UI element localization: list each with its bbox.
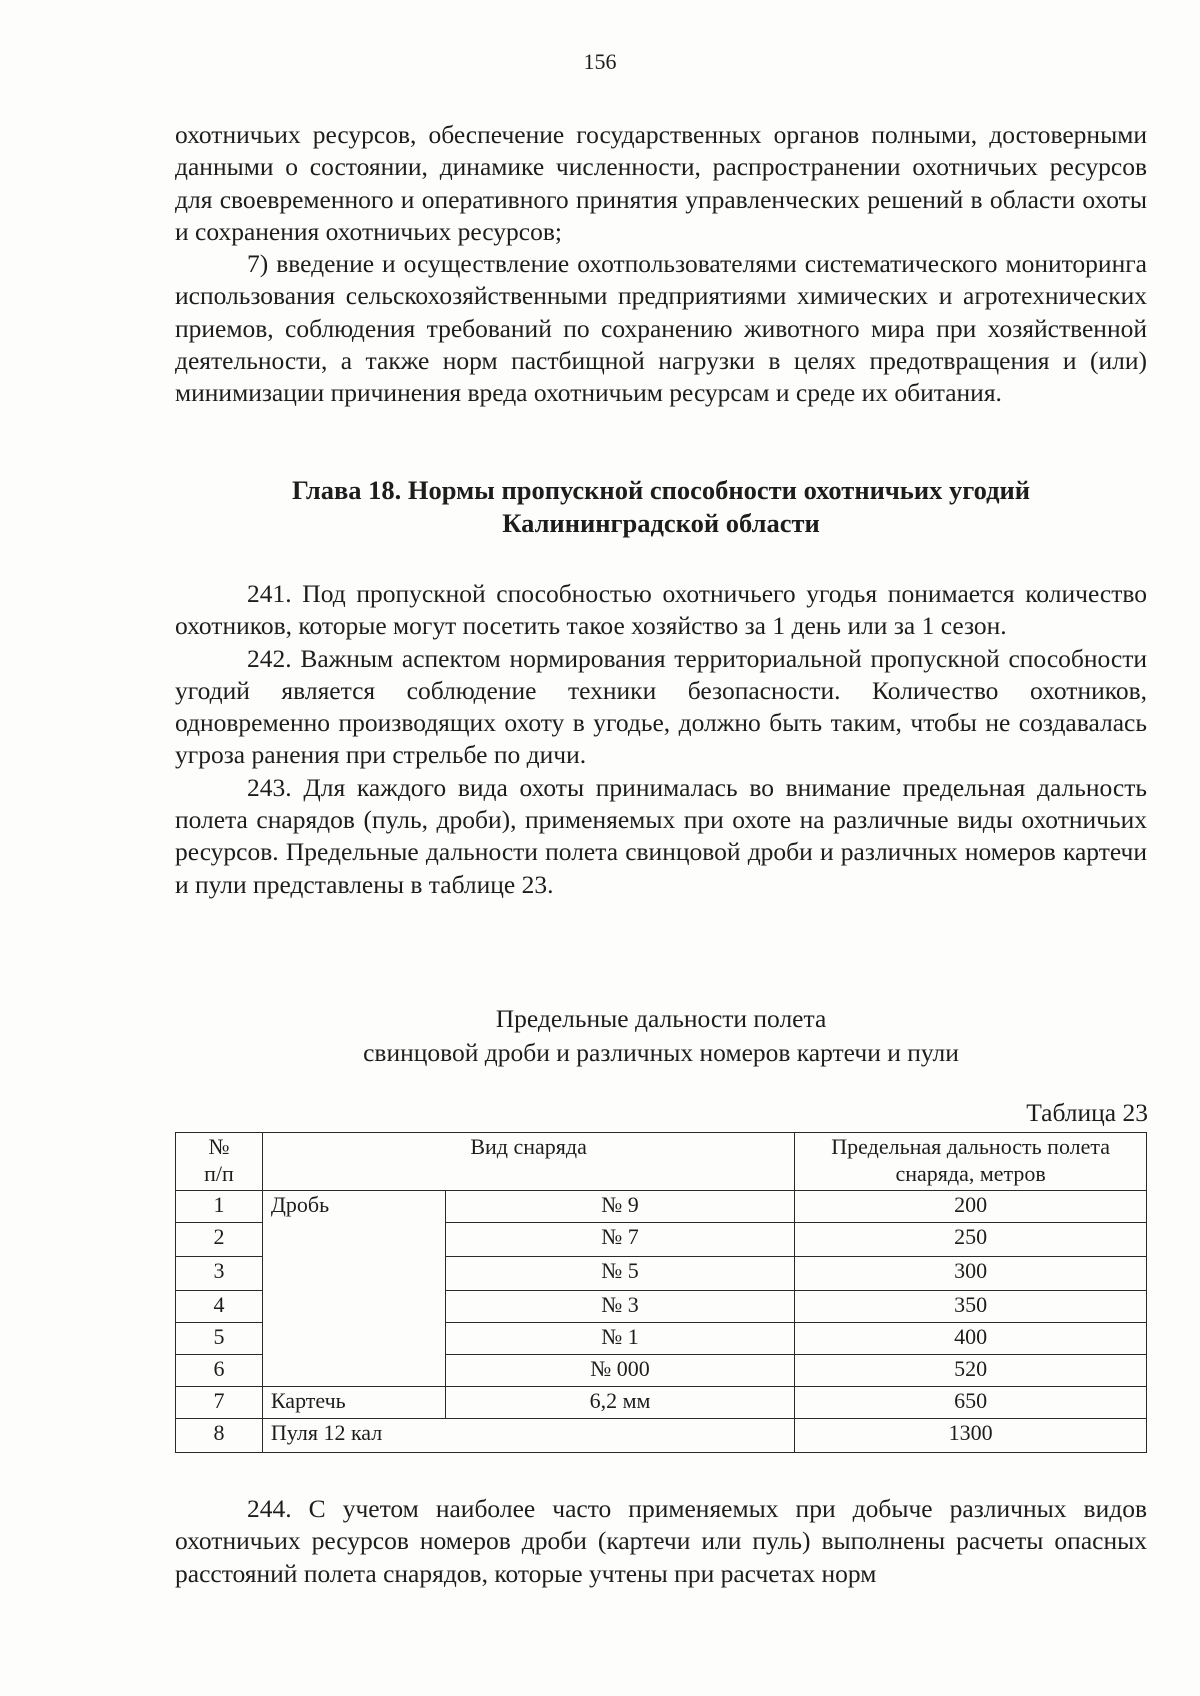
cell-range: 520 [795,1355,1147,1387]
table-row [176,1387,1147,1419]
header-range-line1: Предельная дальность полета [831,1134,1111,1159]
cell-num: 8 [176,1419,263,1453]
cell-size: № 7 [445,1223,795,1257]
cell-num: 7 [176,1387,263,1419]
page-number: 156 [583,49,617,74]
cell-range: 1300 [795,1419,1147,1453]
cell-num: 3 [176,1257,263,1291]
table-label: Таблица 23 [1026,1098,1148,1127]
cell-kind: Пуля 12 кал [262,1419,794,1453]
paragraph-243: 243. Для каждого вида охоты принималась во внимание предельная дальность полета снарядов (пуль, дроби), применяемых при охоте на различные виды охотничьих ресурсов. Предельные дальности полета свинцовой дроби и различных номеров картечи и пули представлены в таблице 23. [175,772,1147,899]
text-block-intro [175,119,1147,410]
table-row [176,1191,1147,1223]
table-title [175,1002,1147,1070]
header-num [176,1133,263,1191]
cell-size: № 3 [445,1291,795,1323]
paragraph: охотничьих ресурсов, обеспечение государственных органов полными, достоверными данными о состоянии, динамике численности, распространении охотничьих ресурсов для своевременного и оперативного принятия управленческих решений в области охоты и сохранения охотничьих ресурсов; [175,120,1147,246]
table-row [176,1419,1147,1453]
cell-num: 4 [176,1291,263,1323]
header-range [795,1133,1147,1191]
cell-num: 6 [176,1355,263,1387]
cell-range: 200 [795,1191,1147,1223]
cell-kind: Картечь [262,1387,445,1419]
chapter-heading-line1: Глава 18. Нормы пропускной способности охотничьих угодий [291,475,1031,505]
table-header-row [176,1133,1147,1191]
cell-size: № 000 [445,1355,795,1387]
chapter-heading-line2: Калининградской области [502,508,820,538]
text-block-chapter [175,578,1147,901]
header-num-line1: № [208,1134,230,1159]
paragraph: 7) введение и осуществление охотпользователями систематического мониторинга использования сельскохозяйственными предприятиями химических и агротехнических приемов, соблюдения требований по сохранению животного мира при хозяйственной деятельности, а также норм пастбищной нагрузки в целях предотвращения и (или) минимизации причинения вреда охотничьим ресурсам и среде их обитания. [175,249,1147,408]
cell-range: 650 [795,1387,1147,1419]
cell-num: 1 [176,1191,263,1223]
range-table [175,1132,1147,1453]
paragraph-241: 241. Под пропускной способностью охотничьего угодья понимается количество охотников, которые могут посетить такое хозяйство за 1 день или за 1 сезон. [175,579,1147,641]
paragraph-242: 242. Важным аспектом нормирования территориальной пропускной способности угодий является соблюдение техники безопасности. Количество охотников, одновременно производящих охоту в угодье, должно быть таким, чтобы не создавалась угроза ранения при стрельбе по дичи. [175,643,1147,770]
cell-size: 6,2 мм [445,1387,795,1419]
header-range-line2: снаряда, метров [895,1161,1046,1186]
cell-size: № 9 [445,1191,795,1223]
table-title-line2: свинцовой дроби и различных номеров картечи и пули [363,1038,959,1067]
cell-range: 350 [795,1291,1147,1323]
cell-size: № 5 [445,1257,795,1291]
cell-num: 5 [176,1323,263,1355]
header-num-line2: п/п [204,1161,234,1186]
header-kind: Вид снаряда [262,1133,794,1191]
table-title-line1: Предельные дальности полета [495,1004,827,1033]
text-block-after-table [175,1493,1147,1590]
cell-range: 300 [795,1257,1147,1291]
cell-range: 250 [795,1223,1147,1257]
cell-num: 2 [176,1223,263,1257]
cell-kind-shot: Дробь [262,1191,445,1387]
paragraph-244: 244. С учетом наиболее часто применяемых при добыче различных видов охотничьих ресурсов номеров дроби (картечи или пуль) выполнены расчеты опасных расстояний полета снарядов, которые учтены при расчетах норм [175,1494,1147,1588]
cell-range: 400 [795,1323,1147,1355]
cell-size: № 1 [445,1323,795,1355]
chapter-heading [175,474,1147,540]
